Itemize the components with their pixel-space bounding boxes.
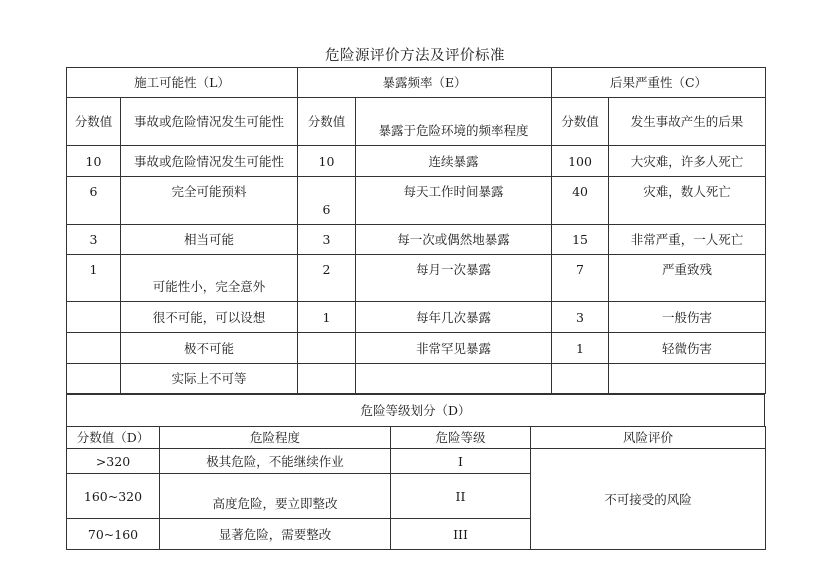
consequence-score-header: 分数值 xyxy=(552,98,609,146)
column-header-row xyxy=(67,98,766,146)
e-desc: 非常罕见暴露 xyxy=(356,333,552,364)
e-desc: 每年几次暴露 xyxy=(356,302,552,333)
c-score: 1 xyxy=(552,333,609,364)
l-score: 10 xyxy=(67,146,121,177)
e-desc: 每一次或偶然地暴露 xyxy=(356,225,552,255)
e-score: 10 xyxy=(298,146,356,177)
l-score: 6 xyxy=(67,177,121,225)
evaluation-criteria-table xyxy=(66,67,766,394)
l-score xyxy=(67,302,121,333)
consequence-header: 后果严重性（C） xyxy=(552,68,766,98)
grading-column-header-row xyxy=(67,427,766,449)
l-desc: 可能性小，完全意外 xyxy=(121,255,298,302)
page-title: 危险源评价方法及评价标准 xyxy=(325,48,505,64)
grading-title-table xyxy=(66,394,765,427)
table-row xyxy=(67,302,766,333)
grading-degree-header: 危险程度 xyxy=(160,427,391,449)
exposure-score-header: 分数值 xyxy=(298,98,356,146)
c-score xyxy=(552,364,609,394)
e-desc: 每天工作时间暴露 xyxy=(356,177,552,225)
l-desc: 事故或危险情况发生可能性 xyxy=(121,146,298,177)
table-row xyxy=(67,225,766,255)
e-desc: 每月一次暴露 xyxy=(356,255,552,302)
table-row xyxy=(67,449,766,474)
l-score xyxy=(67,333,121,364)
risk-evaluation: 不可接受的风险 xyxy=(531,449,766,550)
e-score: 1 xyxy=(298,302,356,333)
l-score: 1 xyxy=(67,255,121,302)
grading-header: 危险等级划分（D） xyxy=(67,395,765,427)
exposure-desc-header: 暴露于危险环境的频率程度 xyxy=(356,98,552,146)
likelihood-desc-header: 事故或危险情况发生可能性 xyxy=(121,98,298,146)
c-score: 3 xyxy=(552,302,609,333)
grading-table xyxy=(66,426,766,550)
e-score: 2 xyxy=(298,255,356,302)
l-desc: 极不可能 xyxy=(121,333,298,364)
grading-degree: 显著危险，需要整改 xyxy=(160,519,391,550)
e-score xyxy=(298,364,356,394)
c-desc: 非常严重，一人死亡 xyxy=(609,225,766,255)
c-desc: 严重致残 xyxy=(609,255,766,302)
l-desc: 实际上不可等 xyxy=(121,364,298,394)
c-score: 7 xyxy=(552,255,609,302)
c-score: 100 xyxy=(552,146,609,177)
table-row xyxy=(67,146,766,177)
c-score: 15 xyxy=(552,225,609,255)
c-desc xyxy=(609,364,766,394)
grading-score-header: 分数值（D） xyxy=(67,427,160,449)
grading-degree: 极其危险，不能继续作业 xyxy=(160,449,391,474)
grading-level: I xyxy=(391,449,531,474)
category-header-row xyxy=(67,68,766,98)
likelihood-score-header: 分数值 xyxy=(67,98,121,146)
l-desc: 完全可能预料 xyxy=(121,177,298,225)
e-score: 3 xyxy=(298,225,356,255)
grading-score: 160~320 xyxy=(67,474,160,519)
c-desc: 灾难，数人死亡 xyxy=(609,177,766,225)
l-desc: 相当可能 xyxy=(121,225,298,255)
c-score: 40 xyxy=(552,177,609,225)
table-row xyxy=(67,364,766,394)
l-desc: 很不可能，可以设想 xyxy=(121,302,298,333)
table-row xyxy=(67,333,766,364)
e-score xyxy=(298,333,356,364)
grading-level: II xyxy=(391,474,531,519)
grading-score: >320 xyxy=(67,449,160,474)
table-row xyxy=(67,255,766,302)
c-desc: 大灾难，许多人死亡 xyxy=(609,146,766,177)
e-desc: 连续暴露 xyxy=(356,146,552,177)
c-desc: 一般伤害 xyxy=(609,302,766,333)
l-score: 3 xyxy=(67,225,121,255)
grading-degree: 高度危险，要立即整改 xyxy=(160,474,391,519)
consequence-desc-header: 发生事故产生的后果 xyxy=(609,98,766,146)
e-desc xyxy=(356,364,552,394)
c-desc: 轻微伤害 xyxy=(609,333,766,364)
grading-level-header: 危险等级 xyxy=(391,427,531,449)
grading-score: 70~160 xyxy=(67,519,160,550)
likelihood-header: 施工可能性（L） xyxy=(67,68,298,98)
l-score xyxy=(67,364,121,394)
grading-level: III xyxy=(391,519,531,550)
table-row xyxy=(67,177,766,225)
grading-eval-header: 风险评价 xyxy=(531,427,766,449)
e-score: 6 xyxy=(298,177,356,225)
exposure-header: 暴露频率（E） xyxy=(298,68,552,98)
